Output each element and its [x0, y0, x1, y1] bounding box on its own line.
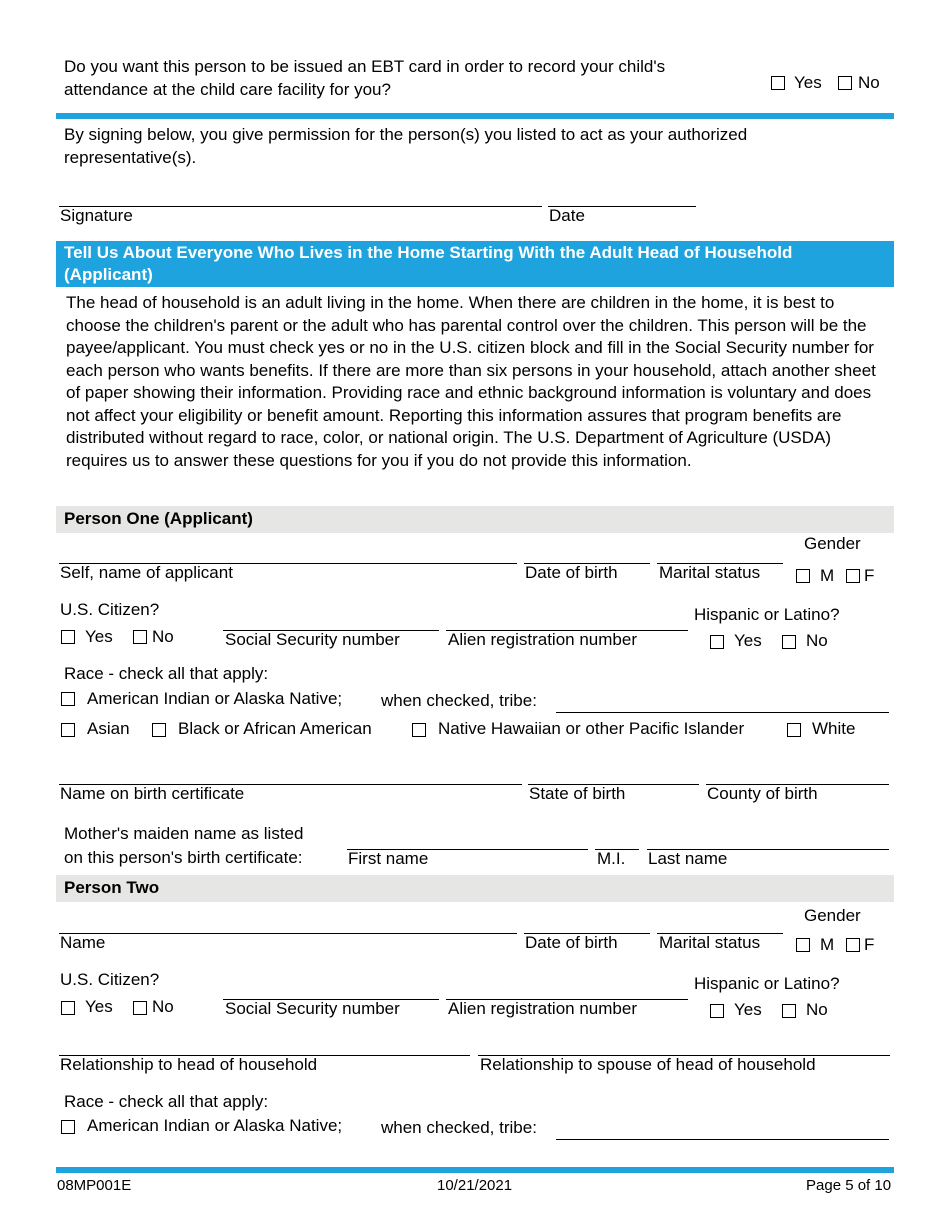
p2-name-line[interactable]	[59, 933, 517, 934]
p1-name-label: Self, name of applicant	[60, 563, 233, 582]
footer-date: 10/21/2021	[437, 1177, 513, 1194]
p1-maiden-line2: on this person's birth certificate:	[64, 848, 303, 867]
p1-race-asian-checkbox[interactable]	[61, 723, 75, 737]
p1-gender-label: Gender	[804, 534, 861, 553]
p1-race-label: Race - check all that apply:	[64, 664, 269, 683]
section-divider	[56, 113, 894, 119]
p2-gender-f-checkbox[interactable]	[846, 938, 860, 952]
footer-form-code: 08MP001E	[57, 1177, 132, 1194]
p1-birth-cert-name-label: Name on birth certificate	[60, 784, 245, 803]
p2-gender-f-label: F	[864, 935, 875, 954]
p1-hispanic-yes-checkbox[interactable]	[710, 635, 724, 649]
p2-race-aian-label: American Indian or Alaska Native;	[87, 1116, 343, 1135]
p1-county-birth-label: County of birth	[707, 784, 818, 803]
p2-citizen-no-checkbox[interactable]	[133, 1001, 147, 1015]
p2-hispanic-yes-label: Yes	[734, 1000, 762, 1019]
p1-hispanic-no-label: No	[806, 631, 828, 650]
p1-mi-label: M.I.	[597, 849, 626, 868]
footer-divider	[56, 1167, 894, 1173]
p2-hispanic-label: Hispanic or Latino?	[694, 974, 840, 993]
p2-ssn-label: Social Security number	[225, 999, 400, 1018]
household-heading-banner	[56, 241, 894, 287]
p1-citizen-yes-checkbox[interactable]	[61, 630, 75, 644]
signature-label: Signature	[60, 206, 133, 225]
p2-gender-label: Gender	[804, 906, 861, 925]
p2-citizen-no-label: No	[152, 997, 174, 1016]
p1-first-name-label: First name	[348, 849, 429, 868]
ebt-question: Do you want this person to be issued an EBT card in order to record your child's attendance at the child care facility for you?	[64, 57, 666, 99]
p1-gender-m-label: M	[820, 566, 835, 585]
p2-hispanic-yes-checkbox[interactable]	[710, 1004, 724, 1018]
p1-race-nhpi-checkbox[interactable]	[412, 723, 426, 737]
p1-race-black-label: Black or African American	[178, 719, 372, 738]
ebt-no-label: No	[858, 73, 880, 92]
p1-last-name-label: Last name	[648, 849, 728, 868]
p1-maiden-line1: Mother's maiden name as listed	[64, 824, 304, 843]
p1-citizen-no-checkbox[interactable]	[133, 630, 147, 644]
p1-state-birth-label: State of birth	[529, 784, 626, 803]
ebt-yes-label: Yes	[794, 73, 822, 92]
ebt-yes-checkbox[interactable]	[771, 76, 785, 90]
p2-citizen-label: U.S. Citizen?	[60, 970, 160, 989]
p1-race-white-checkbox[interactable]	[787, 723, 801, 737]
person-one-header	[56, 506, 894, 533]
p1-tribe-line[interactable]	[556, 712, 889, 713]
person-one-title: Person One (Applicant)	[64, 509, 253, 528]
p2-marital-label: Marital status	[659, 933, 761, 952]
p1-citizen-no-label: No	[152, 627, 174, 646]
p1-tribe-label: when checked, tribe:	[381, 691, 537, 710]
p1-race-nhpi-label: Native Hawaiian or other Pacific Islander	[438, 719, 745, 738]
p2-gender-m-label: M	[820, 935, 835, 954]
p1-citizen-yes-label: Yes	[85, 627, 113, 646]
p1-gender-f-label: F	[864, 566, 875, 585]
p1-dob-label: Date of birth	[525, 563, 618, 582]
p1-ssn-label: Social Security number	[225, 630, 400, 649]
p1-race-aian-label: American Indian or Alaska Native;	[87, 689, 343, 708]
p1-hispanic-no-checkbox[interactable]	[782, 635, 796, 649]
p2-dob-label: Date of birth	[525, 933, 618, 952]
ebt-no-checkbox[interactable]	[838, 76, 852, 90]
p2-alien-label: Alien registration number	[448, 999, 637, 1018]
p2-name-label: Name	[60, 933, 106, 952]
p2-race-label: Race - check all that apply:	[64, 1092, 269, 1111]
p2-tribe-line[interactable]	[556, 1139, 889, 1140]
p2-hispanic-no-checkbox[interactable]	[782, 1004, 796, 1018]
p2-relationship-head-label: Relationship to head of household	[60, 1055, 318, 1074]
person-two-header	[56, 875, 894, 902]
p1-race-asian-label: Asian	[87, 719, 130, 738]
p2-gender-m-checkbox[interactable]	[796, 938, 810, 952]
p2-hispanic-no-label: No	[806, 1000, 828, 1019]
person-two-title: Person Two	[64, 878, 160, 897]
p2-relationship-spouse-label: Relationship to spouse of head of household	[480, 1055, 816, 1074]
footer-page-number: Page 5 of 10	[806, 1177, 892, 1194]
p1-hispanic-yes-label: Yes	[734, 631, 762, 650]
p2-citizen-yes-label: Yes	[85, 997, 113, 1016]
p1-hispanic-label: Hispanic or Latino?	[694, 605, 840, 624]
p1-race-white-label: White	[812, 719, 856, 738]
p2-tribe-label: when checked, tribe:	[381, 1118, 537, 1137]
p1-marital-label: Marital status	[659, 563, 761, 582]
p2-citizen-yes-checkbox[interactable]	[61, 1001, 75, 1015]
household-intro: The head of household is an adult living in the home. When there are children in the home, it is best to choose the children's parent or the adult who has parental control over the children. This person will be the payee/applicant. You must check yes or no in the U.S. citizen block and fill in the Social Security number for each person who wants benefits. If there are more than six persons in your household, attach another sheet of paper showing their information. Providing race and ethnic background information is voluntary and does not affect your eligibility or benefit amount. Reporting this information assures that program benefits are distributed without regard to race, color, or national origin. The U.S. Department of Agriculture (USDA) requires us to answer these questions for you if you do not provide this information.	[66, 293, 876, 470]
p1-alien-label: Alien registration number	[448, 630, 637, 649]
p1-gender-f-checkbox[interactable]	[846, 569, 860, 583]
household-heading: Tell Us About Everyone Who Lives in the Home Starting With the Adult Head of Household (Applicant)	[64, 243, 793, 284]
permission-text: By signing below, you give permission for the person(s) you listed to act as your authorized representative(s).	[64, 125, 748, 167]
p1-gender-m-checkbox[interactable]	[796, 569, 810, 583]
signature-date-label: Date	[549, 206, 585, 225]
p1-race-black-checkbox[interactable]	[152, 723, 166, 737]
p1-race-aian-checkbox[interactable]	[61, 692, 75, 706]
p2-race-aian-checkbox[interactable]	[61, 1120, 75, 1134]
p1-citizen-label: U.S. Citizen?	[60, 600, 160, 619]
